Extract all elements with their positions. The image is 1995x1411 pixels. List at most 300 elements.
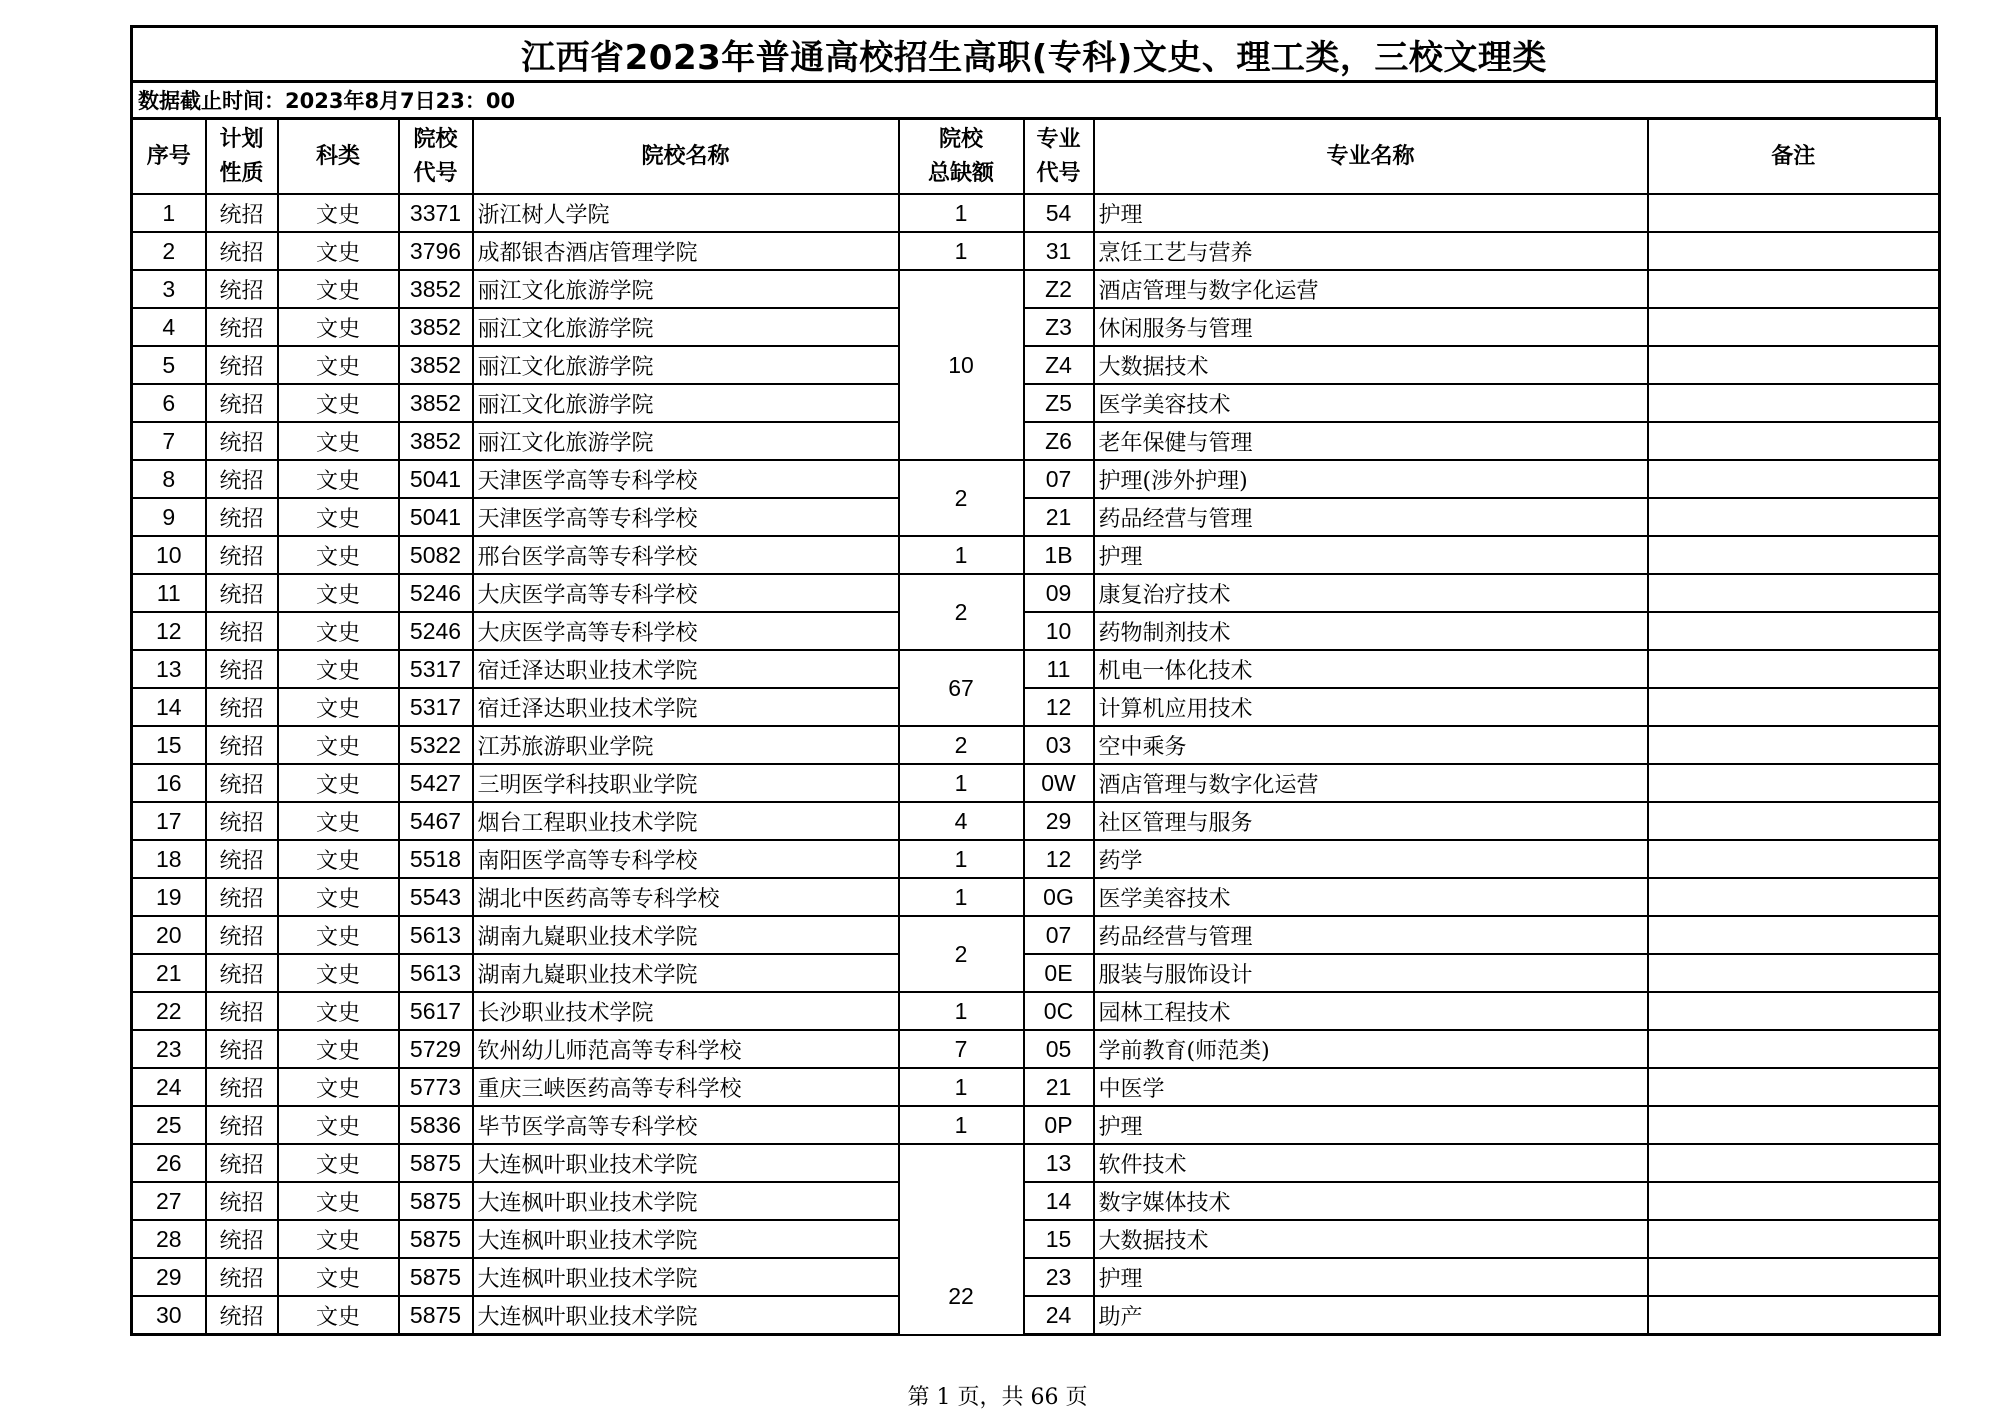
cell-category: 文史 [278, 916, 399, 954]
table-row [132, 916, 1940, 954]
cell-major-code: 12 [1024, 840, 1094, 878]
table-row [132, 954, 1940, 992]
cell-remark [1648, 954, 1940, 992]
header-major-code: 专业 代号 [1024, 119, 1094, 195]
cell-remark [1648, 840, 1940, 878]
cell-total-vacancy: 1 [899, 536, 1024, 574]
cell-school-name: 钦州幼儿师范高等专科学校 [473, 1030, 899, 1068]
cell-seq: 3 [132, 270, 206, 308]
table-row [132, 270, 1940, 308]
cell-category: 文史 [278, 346, 399, 384]
cell-school-code: 3852 [399, 346, 473, 384]
cell-category: 文史 [278, 1068, 399, 1106]
header-major-name: 专业名称 [1094, 119, 1648, 195]
cell-seq: 21 [132, 954, 206, 992]
cell-school-name: 江苏旅游职业学院 [473, 726, 899, 764]
cell-seq: 8 [132, 460, 206, 498]
cell-major-name: 老年保健与管理 [1094, 422, 1648, 460]
cell-total-vacancy: 7 [899, 1030, 1024, 1068]
cell-seq: 9 [132, 498, 206, 536]
cell-school-name: 三明医学科技职业学院 [473, 764, 899, 802]
cell-plan-type: 统招 [206, 308, 278, 346]
cell-total-vacancy: 2 [899, 574, 1024, 650]
cell-school-code: 5518 [399, 840, 473, 878]
page-number-footer: 第 1 页，共 66 页 [907, 1385, 1088, 1410]
cell-category: 文史 [278, 688, 399, 726]
cell-remark [1648, 1106, 1940, 1144]
cell-major-name: 社区管理与服务 [1094, 802, 1648, 840]
cell-major-name: 大数据技术 [1094, 346, 1648, 384]
cell-category: 文史 [278, 1220, 399, 1258]
cell-school-name: 毕节医学高等专科学校 [473, 1106, 899, 1144]
cell-plan-type: 统招 [206, 1296, 278, 1335]
cell-plan-type: 统招 [206, 992, 278, 1030]
cell-school-name: 邢台医学高等专科学校 [473, 536, 899, 574]
cell-school-name: 成都银杏酒店管理学院 [473, 232, 899, 270]
cell-school-code: 3852 [399, 270, 473, 308]
cell-school-code: 5041 [399, 498, 473, 536]
cell-plan-type: 统招 [206, 270, 278, 308]
cell-seq: 2 [132, 232, 206, 270]
table-row [132, 1030, 1940, 1068]
cell-seq: 18 [132, 840, 206, 878]
table-row [132, 536, 1940, 574]
cell-total-vacancy: 10 [899, 270, 1024, 460]
cell-major-code: 21 [1024, 1068, 1094, 1106]
cell-major-name: 园林工程技术 [1094, 992, 1648, 1030]
cell-major-code: 03 [1024, 726, 1094, 764]
cell-plan-type: 统招 [206, 916, 278, 954]
table-row [132, 460, 1940, 498]
table-row [132, 1296, 1940, 1335]
table-row [132, 422, 1940, 460]
table-row [132, 726, 1940, 764]
cell-school-code: 5427 [399, 764, 473, 802]
cell-school-name: 宿迁泽达职业技术学院 [473, 650, 899, 688]
cell-school-name: 大庆医学高等专科学校 [473, 612, 899, 650]
table-row [132, 346, 1940, 384]
cell-plan-type: 统招 [206, 1220, 278, 1258]
cell-remark [1648, 422, 1940, 460]
table-row [132, 650, 1940, 688]
header-school-code: 院校 代号 [399, 119, 473, 195]
cell-school-code: 5729 [399, 1030, 473, 1068]
cell-school-name: 烟台工程职业技术学院 [473, 802, 899, 840]
cell-seq: 12 [132, 612, 206, 650]
cell-school-name: 大连枫叶职业技术学院 [473, 1144, 899, 1182]
header-total-vacancy: 院校 总缺额 [899, 119, 1024, 195]
cell-school-name: 大连枫叶职业技术学院 [473, 1182, 899, 1220]
cell-major-name: 空中乘务 [1094, 726, 1648, 764]
cell-plan-type: 统招 [206, 1144, 278, 1182]
cell-category: 文史 [278, 270, 399, 308]
cell-category: 文史 [278, 460, 399, 498]
cell-category: 文史 [278, 308, 399, 346]
cell-major-code: 23 [1024, 1258, 1094, 1296]
cell-plan-type: 统招 [206, 460, 278, 498]
cell-category: 文史 [278, 764, 399, 802]
cell-major-name: 护理(涉外护理) [1094, 460, 1648, 498]
cell-major-name: 软件技术 [1094, 1144, 1648, 1182]
cell-remark [1648, 1068, 1940, 1106]
cell-school-name: 湖北中医药高等专科学校 [473, 878, 899, 916]
cell-major-name: 护理 [1094, 536, 1648, 574]
table-row [132, 802, 1940, 840]
cell-category: 文史 [278, 878, 399, 916]
cell-plan-type: 统招 [206, 1182, 278, 1220]
cell-total-vacancy: 2 [899, 726, 1024, 764]
cell-remark [1648, 536, 1940, 574]
cell-remark [1648, 992, 1940, 1030]
cell-remark [1648, 802, 1940, 840]
cell-total-vacancy: 1 [899, 194, 1024, 232]
cell-major-name: 药学 [1094, 840, 1648, 878]
cell-major-name: 数字媒体技术 [1094, 1182, 1648, 1220]
cell-remark [1648, 194, 1940, 232]
cell-school-code: 5317 [399, 688, 473, 726]
cell-seq: 13 [132, 650, 206, 688]
cell-plan-type: 统招 [206, 1068, 278, 1106]
cell-major-code: 24 [1024, 1296, 1094, 1335]
cell-category: 文史 [278, 536, 399, 574]
cell-plan-type: 统招 [206, 650, 278, 688]
cell-plan-type: 统招 [206, 574, 278, 612]
cell-major-code: 09 [1024, 574, 1094, 612]
cell-school-name: 丽江文化旅游学院 [473, 384, 899, 422]
cell-category: 文史 [278, 1030, 399, 1068]
cell-category: 文史 [278, 992, 399, 1030]
cell-plan-type: 统招 [206, 688, 278, 726]
cell-major-code: 31 [1024, 232, 1094, 270]
cell-major-code: 10 [1024, 612, 1094, 650]
cell-seq: 19 [132, 878, 206, 916]
cell-remark [1648, 1182, 1940, 1220]
cell-total-vacancy: 1 [899, 992, 1024, 1030]
cell-major-code: 54 [1024, 194, 1094, 232]
cell-category: 文史 [278, 1296, 399, 1335]
cell-major-name: 医学美容技术 [1094, 878, 1648, 916]
cell-category: 文史 [278, 954, 399, 992]
cell-remark [1648, 498, 1940, 536]
cell-remark [1648, 1220, 1940, 1258]
data-cutoff-time: 数据截止时间：2023年8月7日23：00 [130, 80, 1938, 117]
cell-school-code: 5875 [399, 1220, 473, 1258]
cell-plan-type: 统招 [206, 954, 278, 992]
cell-category: 文史 [278, 650, 399, 688]
cell-major-name: 服装与服饰设计 [1094, 954, 1648, 992]
cell-remark [1648, 878, 1940, 916]
cell-category: 文史 [278, 1258, 399, 1296]
table-row [132, 1182, 1940, 1220]
cell-remark [1648, 346, 1940, 384]
cell-school-name: 丽江文化旅游学院 [473, 270, 899, 308]
cell-major-code: 14 [1024, 1182, 1094, 1220]
cell-school-code: 5875 [399, 1258, 473, 1296]
cell-plan-type: 统招 [206, 498, 278, 536]
cell-school-name: 大连枫叶职业技术学院 [473, 1220, 899, 1258]
cell-school-name: 大连枫叶职业技术学院 [473, 1258, 899, 1296]
cell-school-name: 浙江树人学院 [473, 194, 899, 232]
cell-seq: 20 [132, 916, 206, 954]
cell-remark [1648, 726, 1940, 764]
header-row [132, 119, 1940, 195]
cell-remark [1648, 1144, 1940, 1182]
cell-school-name: 大连枫叶职业技术学院 [473, 1296, 899, 1335]
table-row [132, 232, 1940, 270]
cell-category: 文史 [278, 802, 399, 840]
cell-major-name: 药品经营与管理 [1094, 916, 1648, 954]
cell-major-code: 11 [1024, 650, 1094, 688]
cell-seq: 22 [132, 992, 206, 1030]
cell-plan-type: 统招 [206, 1258, 278, 1296]
cell-seq: 16 [132, 764, 206, 802]
cell-seq: 23 [132, 1030, 206, 1068]
cell-seq: 25 [132, 1106, 206, 1144]
cell-major-name: 药品经营与管理 [1094, 498, 1648, 536]
page-title: 江西省2023年普通高校招生高职(专科)文史、理工类，三校文理类 [130, 25, 1938, 80]
header-seq: 序号 [132, 119, 206, 195]
cell-category: 文史 [278, 498, 399, 536]
cell-major-code: 29 [1024, 802, 1094, 840]
table-row [132, 1220, 1940, 1258]
cell-total-vacancy: 1 [899, 764, 1024, 802]
cell-school-name: 天津医学高等专科学校 [473, 498, 899, 536]
table-row [132, 498, 1940, 536]
cell-category: 文史 [278, 1106, 399, 1144]
cell-major-name: 机电一体化技术 [1094, 650, 1648, 688]
cell-school-code: 3796 [399, 232, 473, 270]
cell-major-name: 护理 [1094, 194, 1648, 232]
cell-remark [1648, 384, 1940, 422]
cell-major-name: 大数据技术 [1094, 1220, 1648, 1258]
table-row [132, 308, 1940, 346]
cell-major-name: 医学美容技术 [1094, 384, 1648, 422]
cell-major-code: 12 [1024, 688, 1094, 726]
cell-school-name: 宿迁泽达职业技术学院 [473, 688, 899, 726]
cell-major-code: 05 [1024, 1030, 1094, 1068]
cell-remark [1648, 688, 1940, 726]
cell-school-name: 南阳医学高等专科学校 [473, 840, 899, 878]
cell-plan-type: 统招 [206, 346, 278, 384]
cell-remark [1648, 574, 1940, 612]
cell-school-code: 5246 [399, 574, 473, 612]
cell-plan-type: 统招 [206, 1106, 278, 1144]
cell-school-code: 5467 [399, 802, 473, 840]
cell-category: 文史 [278, 422, 399, 460]
cell-school-name: 大庆医学高等专科学校 [473, 574, 899, 612]
cell-plan-type: 统招 [206, 384, 278, 422]
table-row [132, 1258, 1940, 1296]
cell-seq: 27 [132, 1182, 206, 1220]
cell-total-vacancy: 4 [899, 802, 1024, 840]
cell-school-code: 5322 [399, 726, 473, 764]
cell-category: 文史 [278, 574, 399, 612]
cell-remark [1648, 612, 1940, 650]
cell-major-name: 烹饪工艺与营养 [1094, 232, 1648, 270]
cell-category: 文史 [278, 840, 399, 878]
cell-major-name: 计算机应用技术 [1094, 688, 1648, 726]
cell-total-vacancy: 2 [899, 916, 1024, 992]
cell-major-code: 0G [1024, 878, 1094, 916]
cell-school-name: 重庆三峡医药高等专科学校 [473, 1068, 899, 1106]
cell-total-vacancy: 2 [899, 460, 1024, 536]
cell-category: 文史 [278, 612, 399, 650]
cell-major-name: 药物制剂技术 [1094, 612, 1648, 650]
cell-major-code: 07 [1024, 460, 1094, 498]
cell-school-code: 5836 [399, 1106, 473, 1144]
cell-seq: 28 [132, 1220, 206, 1258]
cell-total-vacancy: 1 [899, 232, 1024, 270]
table-row [132, 840, 1940, 878]
cell-school-code: 5875 [399, 1144, 473, 1182]
cell-school-name: 丽江文化旅游学院 [473, 422, 899, 460]
cell-seq: 30 [132, 1296, 206, 1335]
cell-major-code: 0C [1024, 992, 1094, 1030]
table-row [132, 878, 1940, 916]
cell-plan-type: 统招 [206, 536, 278, 574]
cell-total-vacancy: 1 [899, 1068, 1024, 1106]
cell-seq: 5 [132, 346, 206, 384]
cell-major-code: 15 [1024, 1220, 1094, 1258]
table-row [132, 1106, 1940, 1144]
cell-major-name: 中医学 [1094, 1068, 1648, 1106]
table-row [132, 612, 1940, 650]
cell-total-vacancy: 22 [899, 1144, 1024, 1335]
cell-school-code: 5613 [399, 916, 473, 954]
cell-total-vacancy: 1 [899, 878, 1024, 916]
cell-major-code: Z2 [1024, 270, 1094, 308]
table-row [132, 194, 1940, 232]
cell-seq: 11 [132, 574, 206, 612]
table-body [132, 194, 1940, 1335]
cell-plan-type: 统招 [206, 612, 278, 650]
table-row [132, 384, 1940, 422]
cell-total-vacancy: 67 [899, 650, 1024, 726]
cell-school-code: 5543 [399, 878, 473, 916]
table-row [132, 574, 1940, 612]
cell-category: 文史 [278, 726, 399, 764]
table-row [132, 992, 1940, 1030]
cell-school-code: 5082 [399, 536, 473, 574]
cell-seq: 24 [132, 1068, 206, 1106]
cell-plan-type: 统招 [206, 1030, 278, 1068]
cell-remark [1648, 764, 1940, 802]
cell-plan-type: 统招 [206, 764, 278, 802]
cell-major-name: 助产 [1094, 1296, 1648, 1335]
cell-seq: 14 [132, 688, 206, 726]
cell-school-code: 5613 [399, 954, 473, 992]
cell-major-name: 护理 [1094, 1258, 1648, 1296]
cell-school-code: 3852 [399, 308, 473, 346]
cell-major-code: 0P [1024, 1106, 1094, 1144]
cell-seq: 4 [132, 308, 206, 346]
cell-remark [1648, 232, 1940, 270]
cell-major-code: 07 [1024, 916, 1094, 954]
table-row [132, 688, 1940, 726]
cell-major-code: Z5 [1024, 384, 1094, 422]
cell-seq: 7 [132, 422, 206, 460]
cell-major-name: 学前教育(师范类) [1094, 1030, 1648, 1068]
cell-major-code: Z3 [1024, 308, 1094, 346]
cell-plan-type: 统招 [206, 878, 278, 916]
cell-remark [1648, 270, 1940, 308]
table-row [132, 1068, 1940, 1106]
cell-school-code: 5617 [399, 992, 473, 1030]
cell-school-code: 3852 [399, 422, 473, 460]
cell-school-code: 5317 [399, 650, 473, 688]
cell-category: 文史 [278, 232, 399, 270]
cell-school-name: 湖南九嶷职业技术学院 [473, 916, 899, 954]
cell-total-vacancy: 1 [899, 840, 1024, 878]
cell-school-name: 湖南九嶷职业技术学院 [473, 954, 899, 992]
cell-plan-type: 统招 [206, 840, 278, 878]
cell-school-name: 丽江文化旅游学院 [473, 308, 899, 346]
cell-seq: 29 [132, 1258, 206, 1296]
cell-major-name: 护理 [1094, 1106, 1648, 1144]
cell-plan-type: 统招 [206, 232, 278, 270]
table-row [132, 764, 1940, 802]
header-plan-type: 计划 性质 [206, 119, 278, 195]
cell-school-code: 3371 [399, 194, 473, 232]
header-category: 科类 [278, 119, 399, 195]
cell-major-code: 0E [1024, 954, 1094, 992]
cell-school-code: 5246 [399, 612, 473, 650]
cell-major-code: 13 [1024, 1144, 1094, 1182]
cell-major-name: 休闲服务与管理 [1094, 308, 1648, 346]
cell-school-name: 丽江文化旅游学院 [473, 346, 899, 384]
cell-remark [1648, 1258, 1940, 1296]
cell-school-code: 5773 [399, 1068, 473, 1106]
cell-school-code: 5875 [399, 1182, 473, 1220]
cell-major-code: 21 [1024, 498, 1094, 536]
cell-category: 文史 [278, 1144, 399, 1182]
cell-remark [1648, 308, 1940, 346]
cell-seq: 6 [132, 384, 206, 422]
cell-category: 文史 [278, 194, 399, 232]
cell-plan-type: 统招 [206, 194, 278, 232]
cell-major-name: 酒店管理与数字化运营 [1094, 764, 1648, 802]
admission-table [130, 117, 1941, 1336]
cell-major-code: 1B [1024, 536, 1094, 574]
cell-plan-type: 统招 [206, 422, 278, 460]
header-remark: 备注 [1648, 119, 1940, 195]
cell-seq: 26 [132, 1144, 206, 1182]
header-school-name: 院校名称 [473, 119, 899, 195]
cell-seq: 17 [132, 802, 206, 840]
cell-plan-type: 统招 [206, 802, 278, 840]
cell-total-vacancy: 1 [899, 1106, 1024, 1144]
cell-school-code: 3852 [399, 384, 473, 422]
cell-major-code: 0W [1024, 764, 1094, 802]
cell-plan-type: 统招 [206, 726, 278, 764]
cell-seq: 15 [132, 726, 206, 764]
cell-remark [1648, 1030, 1940, 1068]
cell-school-code: 5875 [399, 1296, 473, 1335]
cell-school-code: 5041 [399, 460, 473, 498]
document-sheet [130, 25, 1938, 1336]
cell-major-name: 酒店管理与数字化运营 [1094, 270, 1648, 308]
cell-remark [1648, 460, 1940, 498]
cell-seq: 1 [132, 194, 206, 232]
cell-seq: 10 [132, 536, 206, 574]
cell-major-name: 康复治疗技术 [1094, 574, 1648, 612]
table-row [132, 1144, 1940, 1182]
cell-remark [1648, 1296, 1940, 1335]
cell-category: 文史 [278, 1182, 399, 1220]
cell-remark [1648, 650, 1940, 688]
cell-school-name: 天津医学高等专科学校 [473, 460, 899, 498]
cell-major-code: Z4 [1024, 346, 1094, 384]
